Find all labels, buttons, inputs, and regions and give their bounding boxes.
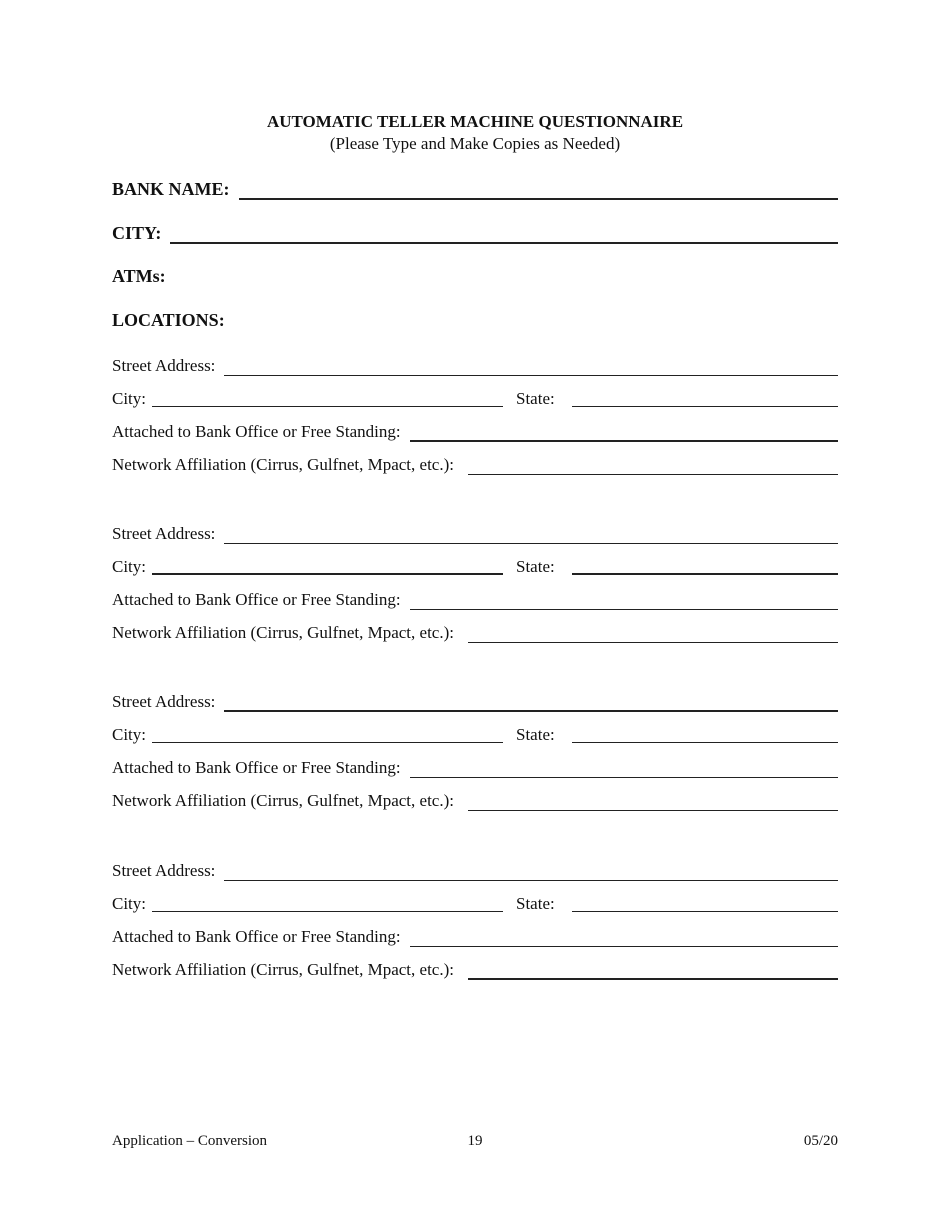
attached-label: Attached to Bank Office or Free Standing: [112, 422, 401, 441]
location-4-street-row [112, 859, 838, 881]
location-1-network-row [112, 453, 838, 475]
location-3-street-row [112, 690, 838, 712]
location-2-street-row [112, 522, 838, 544]
page-number: 19 [467, 1133, 483, 1149]
location-4-city-state-row [112, 892, 838, 914]
city-label: City: [112, 894, 147, 913]
network-label: Network Affiliation (Cirrus, Gulfnet, Mpact, etc.): [112, 455, 454, 474]
attached-field[interactable] [410, 761, 838, 778]
location-2-network-row [112, 621, 838, 643]
state-label: State: [516, 557, 555, 576]
bank-name-label: BANK NAME: [112, 179, 230, 199]
location-3-attached-row [112, 756, 838, 778]
network-label: Network Affiliation (Cirrus, Gulfnet, Mpact, etc.): [112, 791, 454, 810]
state-label: State: [516, 389, 555, 408]
city-label: City: [112, 557, 147, 576]
bank-city-field[interactable] [170, 226, 838, 244]
state-field[interactable] [572, 573, 838, 575]
attached-field[interactable] [410, 930, 838, 947]
bank-name-field[interactable] [239, 182, 839, 200]
location-4-network-row [112, 958, 838, 980]
network-field[interactable] [468, 794, 838, 811]
attached-field[interactable] [410, 593, 838, 610]
bank-city-label: CITY: [112, 223, 162, 243]
bank-name-row [112, 178, 838, 200]
attached-field[interactable] [410, 424, 838, 442]
city-label: City: [112, 725, 147, 744]
page-subtitle: (Please Type and Make Copies as Needed) [329, 134, 621, 153]
location-4-attached-row [112, 925, 838, 947]
street-address-field[interactable] [224, 359, 838, 376]
network-field[interactable] [468, 962, 838, 980]
street-address-label: Street Address: [112, 524, 216, 543]
location-1-street-row [112, 354, 838, 376]
location-3-network-row [112, 789, 838, 811]
state-field[interactable] [572, 406, 838, 407]
street-address-label: Street Address: [112, 356, 216, 375]
location-2-attached-row [112, 588, 838, 610]
footer-right: 05/20 [803, 1133, 838, 1149]
city-field[interactable] [152, 406, 503, 407]
locations-heading: LOCATIONS: [112, 310, 225, 330]
page-title: AUTOMATIC TELLER MACHINE QUESTIONNAIRE [266, 112, 684, 131]
street-address-label: Street Address: [112, 861, 216, 880]
network-label: Network Affiliation (Cirrus, Gulfnet, Mpact, etc.): [112, 623, 454, 642]
attached-label: Attached to Bank Office or Free Standing: [112, 758, 401, 777]
street-address-field[interactable] [224, 864, 838, 881]
location-2-city-state-row [112, 555, 838, 577]
network-label: Network Affiliation (Cirrus, Gulfnet, Mpact, etc.): [112, 960, 454, 979]
street-address-label: Street Address: [112, 692, 216, 711]
footer-left: Application – Conversion [112, 1133, 267, 1149]
state-field[interactable] [572, 911, 838, 912]
bank-city-row [112, 222, 838, 244]
location-3-city-state-row [112, 723, 838, 745]
network-field[interactable] [468, 458, 838, 475]
city-field[interactable] [152, 742, 503, 743]
city-label: City: [112, 389, 147, 408]
state-field[interactable] [572, 742, 838, 743]
city-field[interactable] [152, 911, 503, 912]
network-field[interactable] [468, 626, 838, 643]
location-1-attached-row [112, 420, 838, 442]
attached-label: Attached to Bank Office or Free Standing: [112, 927, 401, 946]
state-label: State: [516, 725, 555, 744]
street-address-field[interactable] [224, 527, 838, 544]
attached-label: Attached to Bank Office or Free Standing: [112, 590, 401, 609]
city-field[interactable] [152, 573, 503, 575]
location-1-city-state-row [112, 387, 838, 409]
street-address-field[interactable] [224, 694, 838, 712]
atms-heading: ATMs: [112, 266, 166, 286]
state-label: State: [516, 894, 555, 913]
